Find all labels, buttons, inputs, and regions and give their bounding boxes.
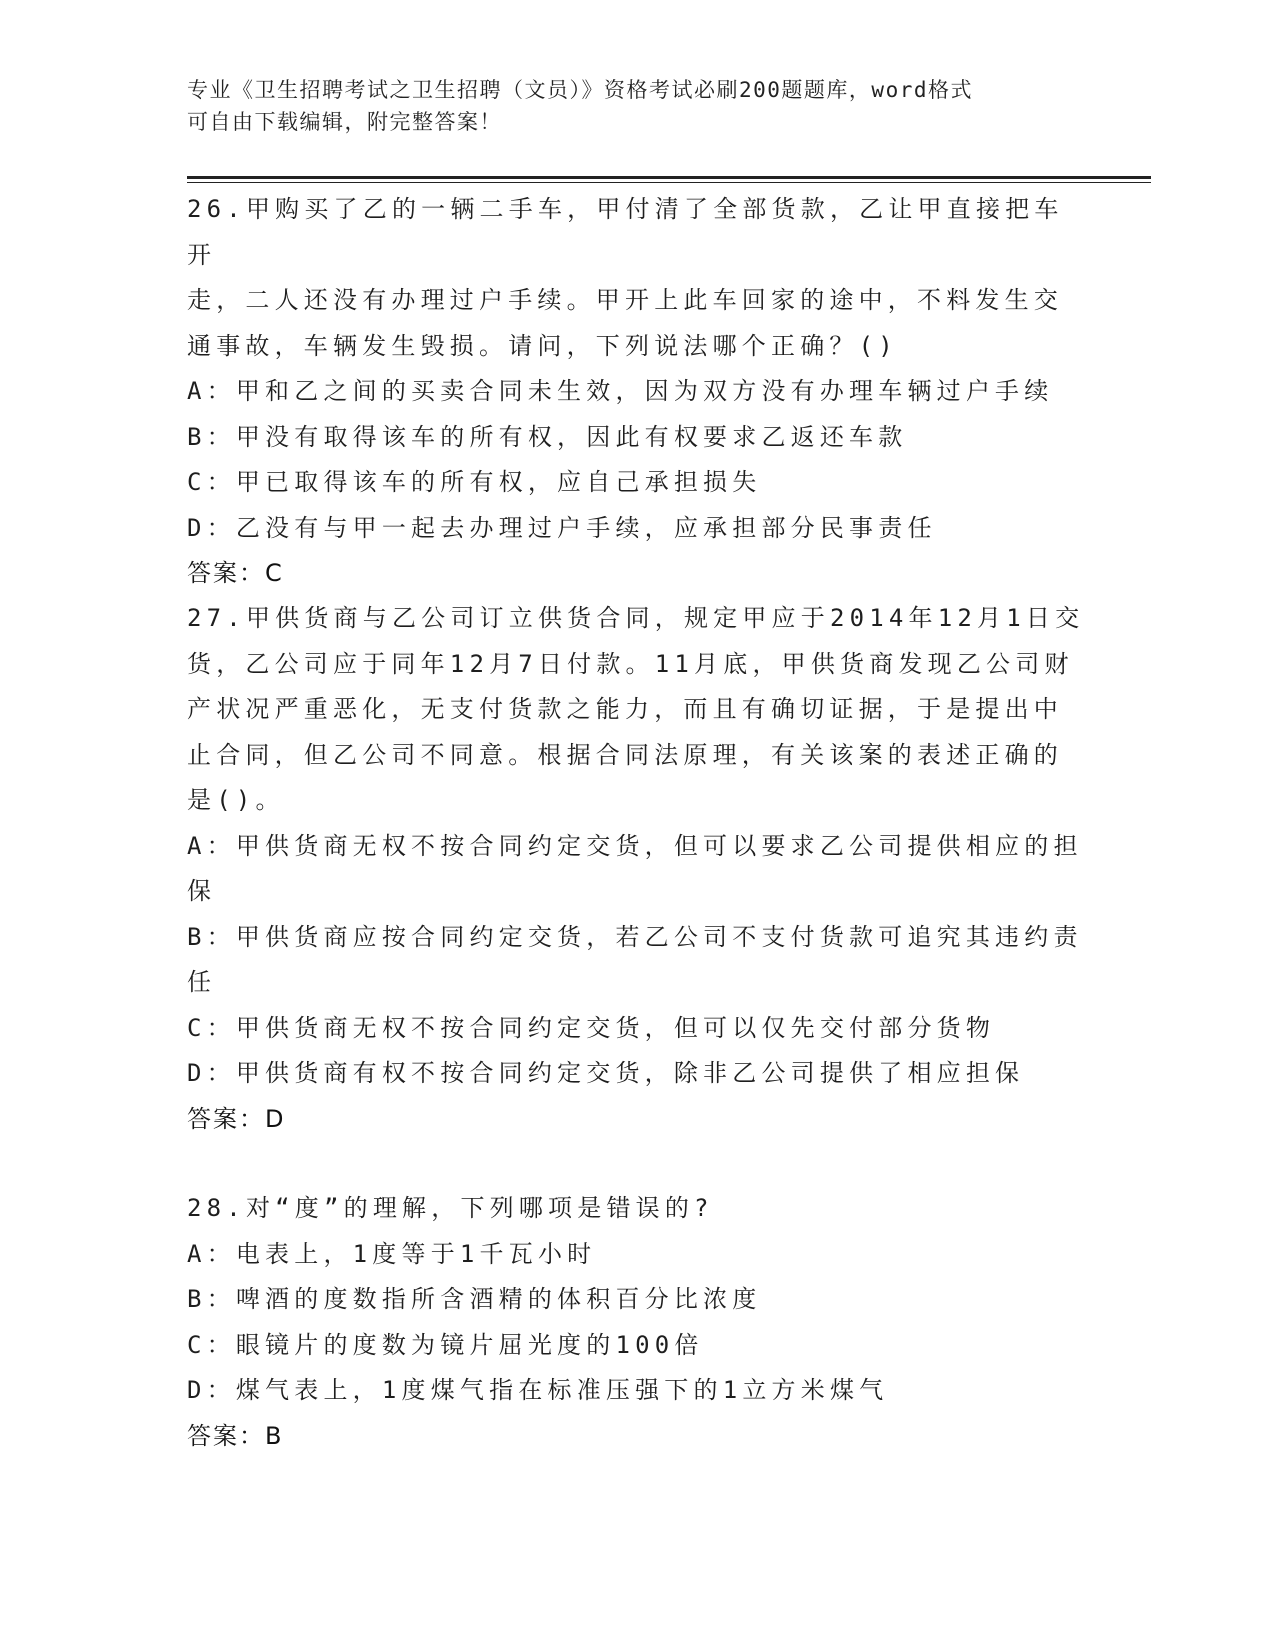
question-text-line: 止合同，但乙公司不同意。根据合同法原理，有关该案的表述正确的: [187, 740, 1063, 769]
option-a: A：电表上，1度等于1千瓦小时: [187, 1239, 597, 1268]
question-text-line: 27.甲供货商与乙公司订立供货合同，规定甲应于2014年12月1日交: [187, 604, 1085, 632]
option-b-continuation: 任: [187, 968, 217, 996]
question-text-line: 26.甲购买了乙的一辆二手车，甲付清了全部货款，乙让甲直接把车开: [187, 195, 1064, 269]
option-b: B：甲供货商应按合同约定交货，若乙公司不支付货款可追究其违约责: [187, 922, 1083, 951]
option-c: C：甲已取得该车的所有权，应自己承担损失: [187, 468, 762, 496]
option-a: A：甲供货商无权不按合同约定交货，但可以要求乙公司提供相应的担: [187, 831, 1083, 860]
option-d: D：乙没有与甲一起去办理过户手续，应承担部分民事责任: [187, 513, 937, 542]
option-a: A：甲和乙之间的买卖合同未生效，因为双方没有办理车辆过户手续: [187, 377, 1054, 405]
option-b: B：啤酒的度数指所含酒精的体积百分比浓度: [187, 1285, 762, 1313]
question-26: [187, 187, 1087, 597]
answer-label: 答案：D: [187, 1104, 286, 1133]
question-text-line: 走，二人还没有办理过户手续。甲开上此车回家的途中，不料发生交: [187, 286, 1063, 314]
answer-label: 答案：B: [187, 1421, 284, 1450]
option-d: D：煤气表上，1度煤气指在标准压强下的1立方米煤气: [187, 1376, 889, 1404]
question-text-line: 货，乙公司应于同年12月7日付款。11月底，甲供货商发现乙公司财: [187, 649, 1074, 678]
question-text-line: 28.对“度”的理解，下列哪项是错误的?: [187, 1194, 714, 1222]
question-27: [187, 596, 1087, 1142]
option-c: C：眼镜片的度数为镜片屈光度的100倍: [187, 1330, 704, 1359]
option-c: C：甲供货商无权不按合同约定交货，但可以仅先交付部分货物: [187, 1013, 996, 1042]
question-text-line: 产状况严重恶化，无支付货款之能力，而且有确切证据，于是提出中: [187, 695, 1063, 723]
answer-label: 答案：C: [187, 559, 284, 587]
question-text-line: 是()。: [187, 786, 285, 814]
header-line-1: 专业《卫生招聘考试之卫生招聘（文员）》资格考试必刷200题题库，word格式: [187, 78, 973, 102]
option-a-continuation: 保: [187, 877, 217, 905]
header-line-2: 可自由下载编辑，附完整答案！: [187, 110, 502, 134]
document-header: [187, 74, 1067, 138]
option-d: D：甲供货商有权不按合同约定交货，除非乙公司提供了相应担保: [187, 1059, 1025, 1087]
question-text-line: 通事故，车辆发生毁损。请问，下列说法哪个正确？(): [187, 331, 898, 360]
header-divider-thin: [187, 182, 1151, 183]
question-28: [187, 1186, 1087, 1459]
option-b: B：甲没有取得该车的所有权，因此有权要求乙返还车款: [187, 422, 908, 451]
header-divider-thick: [187, 176, 1151, 179]
